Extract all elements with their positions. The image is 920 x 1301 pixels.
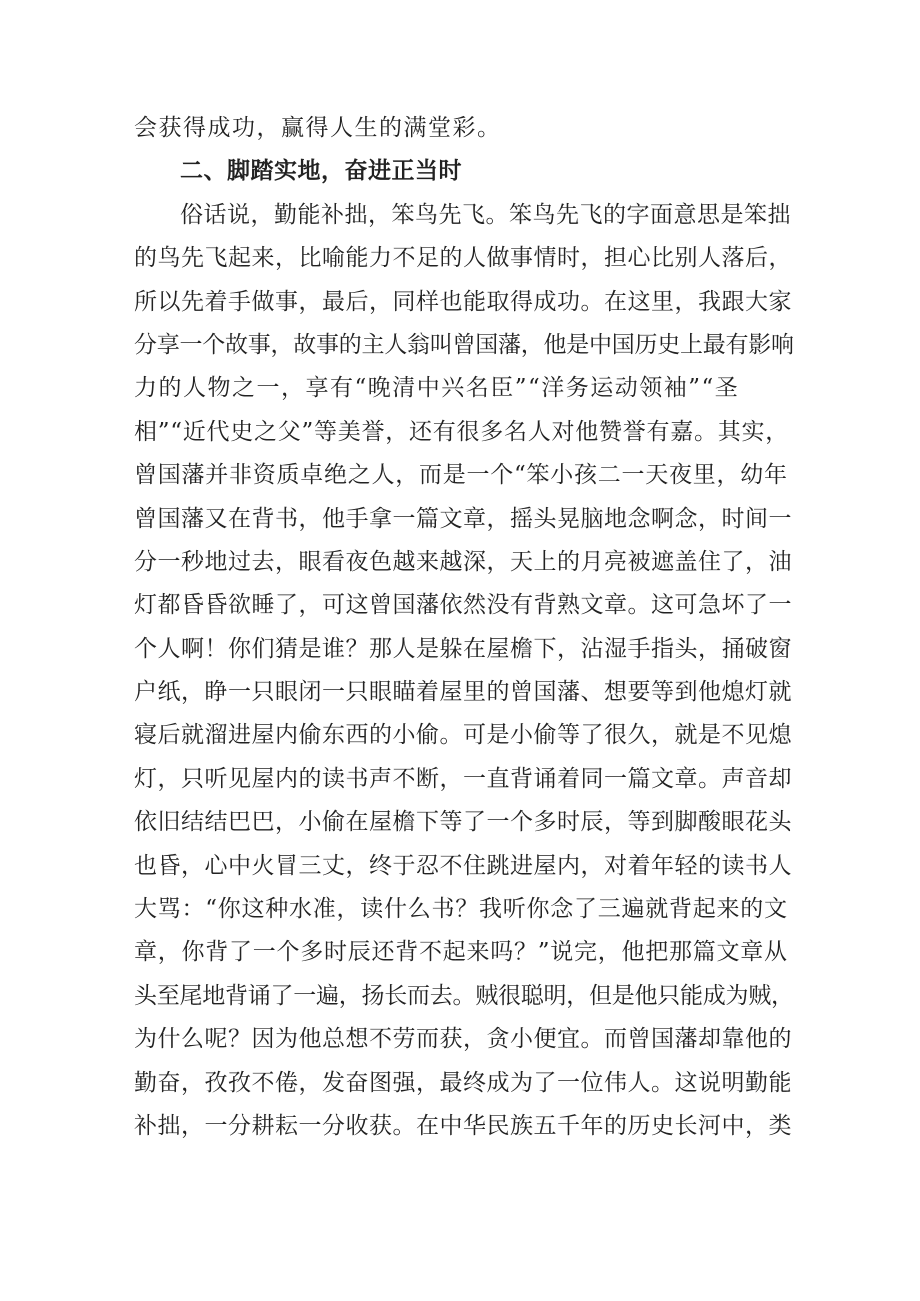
paragraph-line: 俗话说，勤能补拙，笨鸟先飞。笨鸟先飞的字面意思是笨拙 — [180, 201, 791, 228]
paragraph-line: 补拙，一分耕耘一分收获。在中华民族五千年的历史长河中，类 — [134, 1112, 792, 1139]
paragraph-line: 分享一个故事，故事的主人翁叫曾国藩，他是中国历史上最有影响 — [134, 331, 794, 358]
paragraph-line: 相”“近代史之父”等美誉，还有很多名人对他赞誉有嘉。其实， — [134, 418, 790, 445]
paragraph-line: 的鸟先飞起来，比喻能力不足的人做事情时，担心比别人落后， — [134, 245, 792, 272]
paragraph-line: 曾国藩并非资质卓绝之人，而是一个“笨小孩二一天夜里，幼年 — [134, 462, 788, 489]
paragraph-line: 为什么呢？因为他总想不劳而获，贪小便宜。而曾国藩却靠他的 — [134, 1026, 792, 1053]
paragraph-line: 会获得成功，赢得人生的满堂彩。 — [134, 115, 502, 141]
paragraph-line: 依旧结结巴巴，小偷在屋檐下等了一个多时辰，等到脚酸眼花头 — [134, 809, 792, 836]
paragraph-line: 所以先着手做事，最后，同样也能取得成功。在这里，我跟大家 — [134, 288, 792, 315]
paragraph-line: 灯，只听见屋内的读书声不断，一直背诵着同一篇文章。声音却 — [134, 765, 792, 792]
section-heading: 二、脚踏实地，奋进正当时 — [180, 158, 462, 185]
paragraph-line: 力的人物之一，享有“晚清中兴名臣”“洋务运动领袖”“圣 — [134, 375, 740, 402]
paragraph-line: 分一秒地过去，眼看夜色越来越深，天上的月亮被遮盖住了，油 — [134, 548, 792, 575]
body-text — [134, 107, 794, 1148]
paragraph-line: 灯都昏昏欲睡了，可这曾国藩依然没有背熟文章。这可急坏了一 — [134, 592, 792, 619]
paragraph-line: 大骂：“你这种水准，读什么书？我听你念了三遍就背起来的文 — [134, 896, 788, 923]
paragraph-line: 章，你背了一个多时辰还背不起来吗？”说完，他把那篇文章从 — [134, 939, 788, 966]
paragraph-line: 勤奋，孜孜不倦，发奋图强，最终成为了一位伟人。这说明勤能 — [134, 1069, 792, 1096]
paragraph-line: 寝后就溜进屋内偷东西的小偷。可是小偷等了很久，就是不见熄 — [134, 722, 792, 749]
paragraph-line: 个人啊！你们猜是谁？那人是躲在屋檐下，沾湿手指头，捅破窗 — [134, 635, 792, 662]
paragraph-line: 户纸，睁一只眼闭一只眼瞄着屋里的曾国藩、想要等到他熄灯就 — [134, 679, 792, 706]
paragraph-line: 曾国藩又在背书，他手拿一篇文章，摇头晃脑地念啊念，时间一 — [134, 505, 792, 532]
paragraph-line: 也昏，心中火冒三丈，终于忍不住跳进屋内，对着年轻的读书人 — [134, 852, 792, 879]
paragraph-line: 头至尾地背诵了一遍，扬长而去。贼很聪明，但是他只能成为贼， — [134, 982, 794, 1009]
